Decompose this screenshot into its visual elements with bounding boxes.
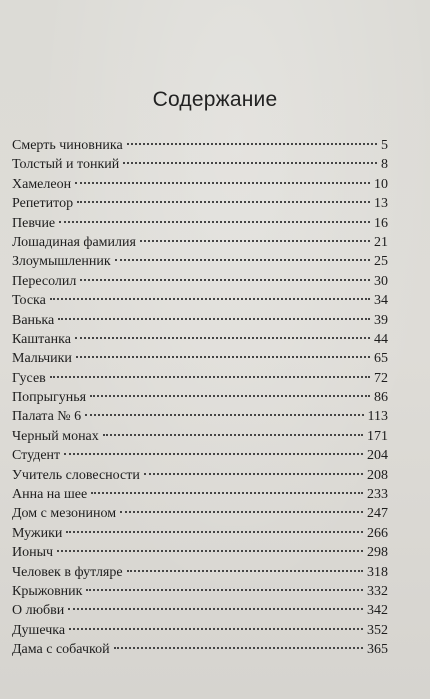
toc-entry	[12, 524, 388, 543]
dot-leader	[115, 259, 370, 261]
toc-entry-page-number: 352	[367, 622, 388, 638]
toc-entry-title: Дама с собачкой	[12, 642, 110, 658]
toc-entry-page-number: 208	[367, 467, 388, 483]
toc-entry-page-number: 318	[367, 564, 388, 580]
dot-leader	[127, 570, 363, 572]
toc-entry-title: Тоска	[12, 293, 46, 309]
toc-entry-page-number: 8	[381, 157, 388, 173]
toc-entry-page-number: 13	[374, 196, 388, 212]
table-of-contents	[12, 136, 388, 660]
dot-leader	[91, 492, 363, 494]
toc-entry-title: Каштанка	[12, 331, 71, 347]
toc-entry	[12, 388, 388, 407]
toc-entry-title: Репетитор	[12, 196, 74, 212]
dot-leader	[114, 647, 363, 649]
toc-entry-page-number: 365	[367, 642, 388, 658]
toc-entry-page-number: 342	[367, 603, 388, 619]
toc-entry	[12, 155, 388, 174]
toc-entry	[12, 427, 388, 446]
toc-entry	[12, 136, 388, 155]
dot-leader	[144, 473, 363, 475]
toc-entry-page-number: 25	[374, 254, 388, 270]
toc-entry-title: Палата № 6	[12, 409, 82, 425]
dot-leader	[59, 221, 370, 223]
toc-entry	[12, 175, 388, 194]
toc-entry-page-number: 332	[367, 583, 388, 599]
toc-entry	[12, 601, 388, 620]
dot-leader	[76, 356, 370, 358]
toc-entry	[12, 291, 388, 310]
toc-entry	[12, 504, 388, 523]
toc-entry-title: Злоумышленник	[12, 254, 111, 270]
dot-leader	[80, 279, 370, 281]
toc-entry-title: Певчие	[12, 215, 56, 231]
toc-entry	[12, 485, 388, 504]
toc-entry-title: Пересолил	[12, 273, 77, 289]
toc-entry	[12, 349, 388, 368]
toc-entry	[12, 582, 388, 601]
toc-entry-page-number: 204	[367, 448, 388, 464]
dot-leader	[103, 434, 363, 436]
toc-entry	[12, 214, 388, 233]
toc-entry-page-number: 34	[374, 293, 388, 309]
toc-entry-title: Толстый и тонкий	[12, 157, 120, 173]
dot-leader	[90, 395, 370, 397]
toc-entry-page-number: 44	[374, 331, 388, 347]
toc-entry	[12, 311, 388, 330]
toc-entry-title: Попрыгунья	[12, 390, 87, 406]
toc-entry	[12, 640, 388, 659]
dot-leader	[58, 318, 370, 320]
toc-entry-title: Смерть чиновника	[12, 138, 123, 153]
toc-entry-title: Ванька	[12, 312, 55, 328]
toc-entry-title: Лошадиная фамилия	[12, 234, 136, 250]
toc-entry-page-number: 113	[367, 409, 388, 425]
toc-entry	[12, 233, 388, 252]
toc-entry-title: Гусев	[12, 370, 46, 386]
toc-entry-page-number: 266	[367, 525, 388, 541]
toc-entry-page-number: 39	[374, 312, 388, 328]
toc-entry	[12, 543, 388, 562]
toc-entry-page-number: 21	[374, 234, 388, 250]
toc-entry-page-number: 5	[381, 138, 388, 153]
dot-leader	[69, 628, 363, 630]
toc-entry	[12, 407, 388, 426]
toc-entry-page-number: 86	[374, 390, 388, 406]
toc-entry	[12, 466, 388, 485]
dot-leader	[50, 298, 370, 300]
dot-leader	[123, 162, 377, 164]
toc-entry-page-number: 16	[374, 215, 388, 231]
toc-entry-title: Дом с мезонином	[12, 506, 117, 522]
toc-entry-title: Человек в футляре	[12, 564, 123, 580]
dot-leader	[85, 414, 363, 416]
toc-entry	[12, 252, 388, 271]
toc-entry-title: Черный монах	[12, 428, 99, 444]
dot-leader	[50, 376, 370, 378]
toc-entry	[12, 446, 388, 465]
toc-entry-page-number: 171	[367, 428, 388, 444]
dot-leader	[75, 182, 370, 184]
dot-leader	[77, 201, 370, 203]
dot-leader	[120, 511, 363, 513]
toc-entry-page-number: 233	[367, 487, 388, 503]
toc-entry-page-number: 247	[367, 506, 388, 522]
toc-entry-title: О любви	[12, 603, 65, 619]
toc-entry-page-number: 72	[374, 370, 388, 386]
dot-leader	[68, 608, 363, 610]
dot-leader	[75, 337, 370, 339]
dot-leader	[86, 589, 363, 591]
dot-leader	[127, 143, 377, 145]
toc-entry-title: Ионыч	[12, 545, 54, 561]
toc-entry-title: Мужики	[12, 525, 63, 541]
toc-entry-title: Душечка	[12, 622, 66, 638]
toc-entry-title: Студент	[12, 448, 61, 464]
toc-entry	[12, 621, 388, 640]
dot-leader	[57, 550, 363, 552]
toc-entry-title: Крыжовник	[12, 583, 83, 599]
dot-leader	[140, 240, 370, 242]
toc-entry-title: Мальчики	[12, 351, 72, 367]
toc-entry-page-number: 298	[367, 545, 388, 561]
page-title: Содержание	[152, 88, 278, 111]
toc-entry-title: Анна на шее	[12, 487, 88, 503]
dot-leader	[66, 531, 363, 533]
toc-entry	[12, 369, 388, 388]
toc-entry	[12, 563, 388, 582]
toc-entry-page-number: 10	[374, 176, 388, 192]
toc-entry-title: Хамелеон	[12, 176, 72, 192]
toc-entry	[12, 272, 388, 291]
toc-entry-page-number: 30	[374, 273, 388, 289]
dot-leader	[64, 453, 363, 455]
toc-entry	[12, 194, 388, 213]
toc-entry-title: Учитель словесности	[12, 467, 140, 483]
toc-entry	[12, 330, 388, 349]
toc-entry-page-number: 65	[374, 351, 388, 367]
